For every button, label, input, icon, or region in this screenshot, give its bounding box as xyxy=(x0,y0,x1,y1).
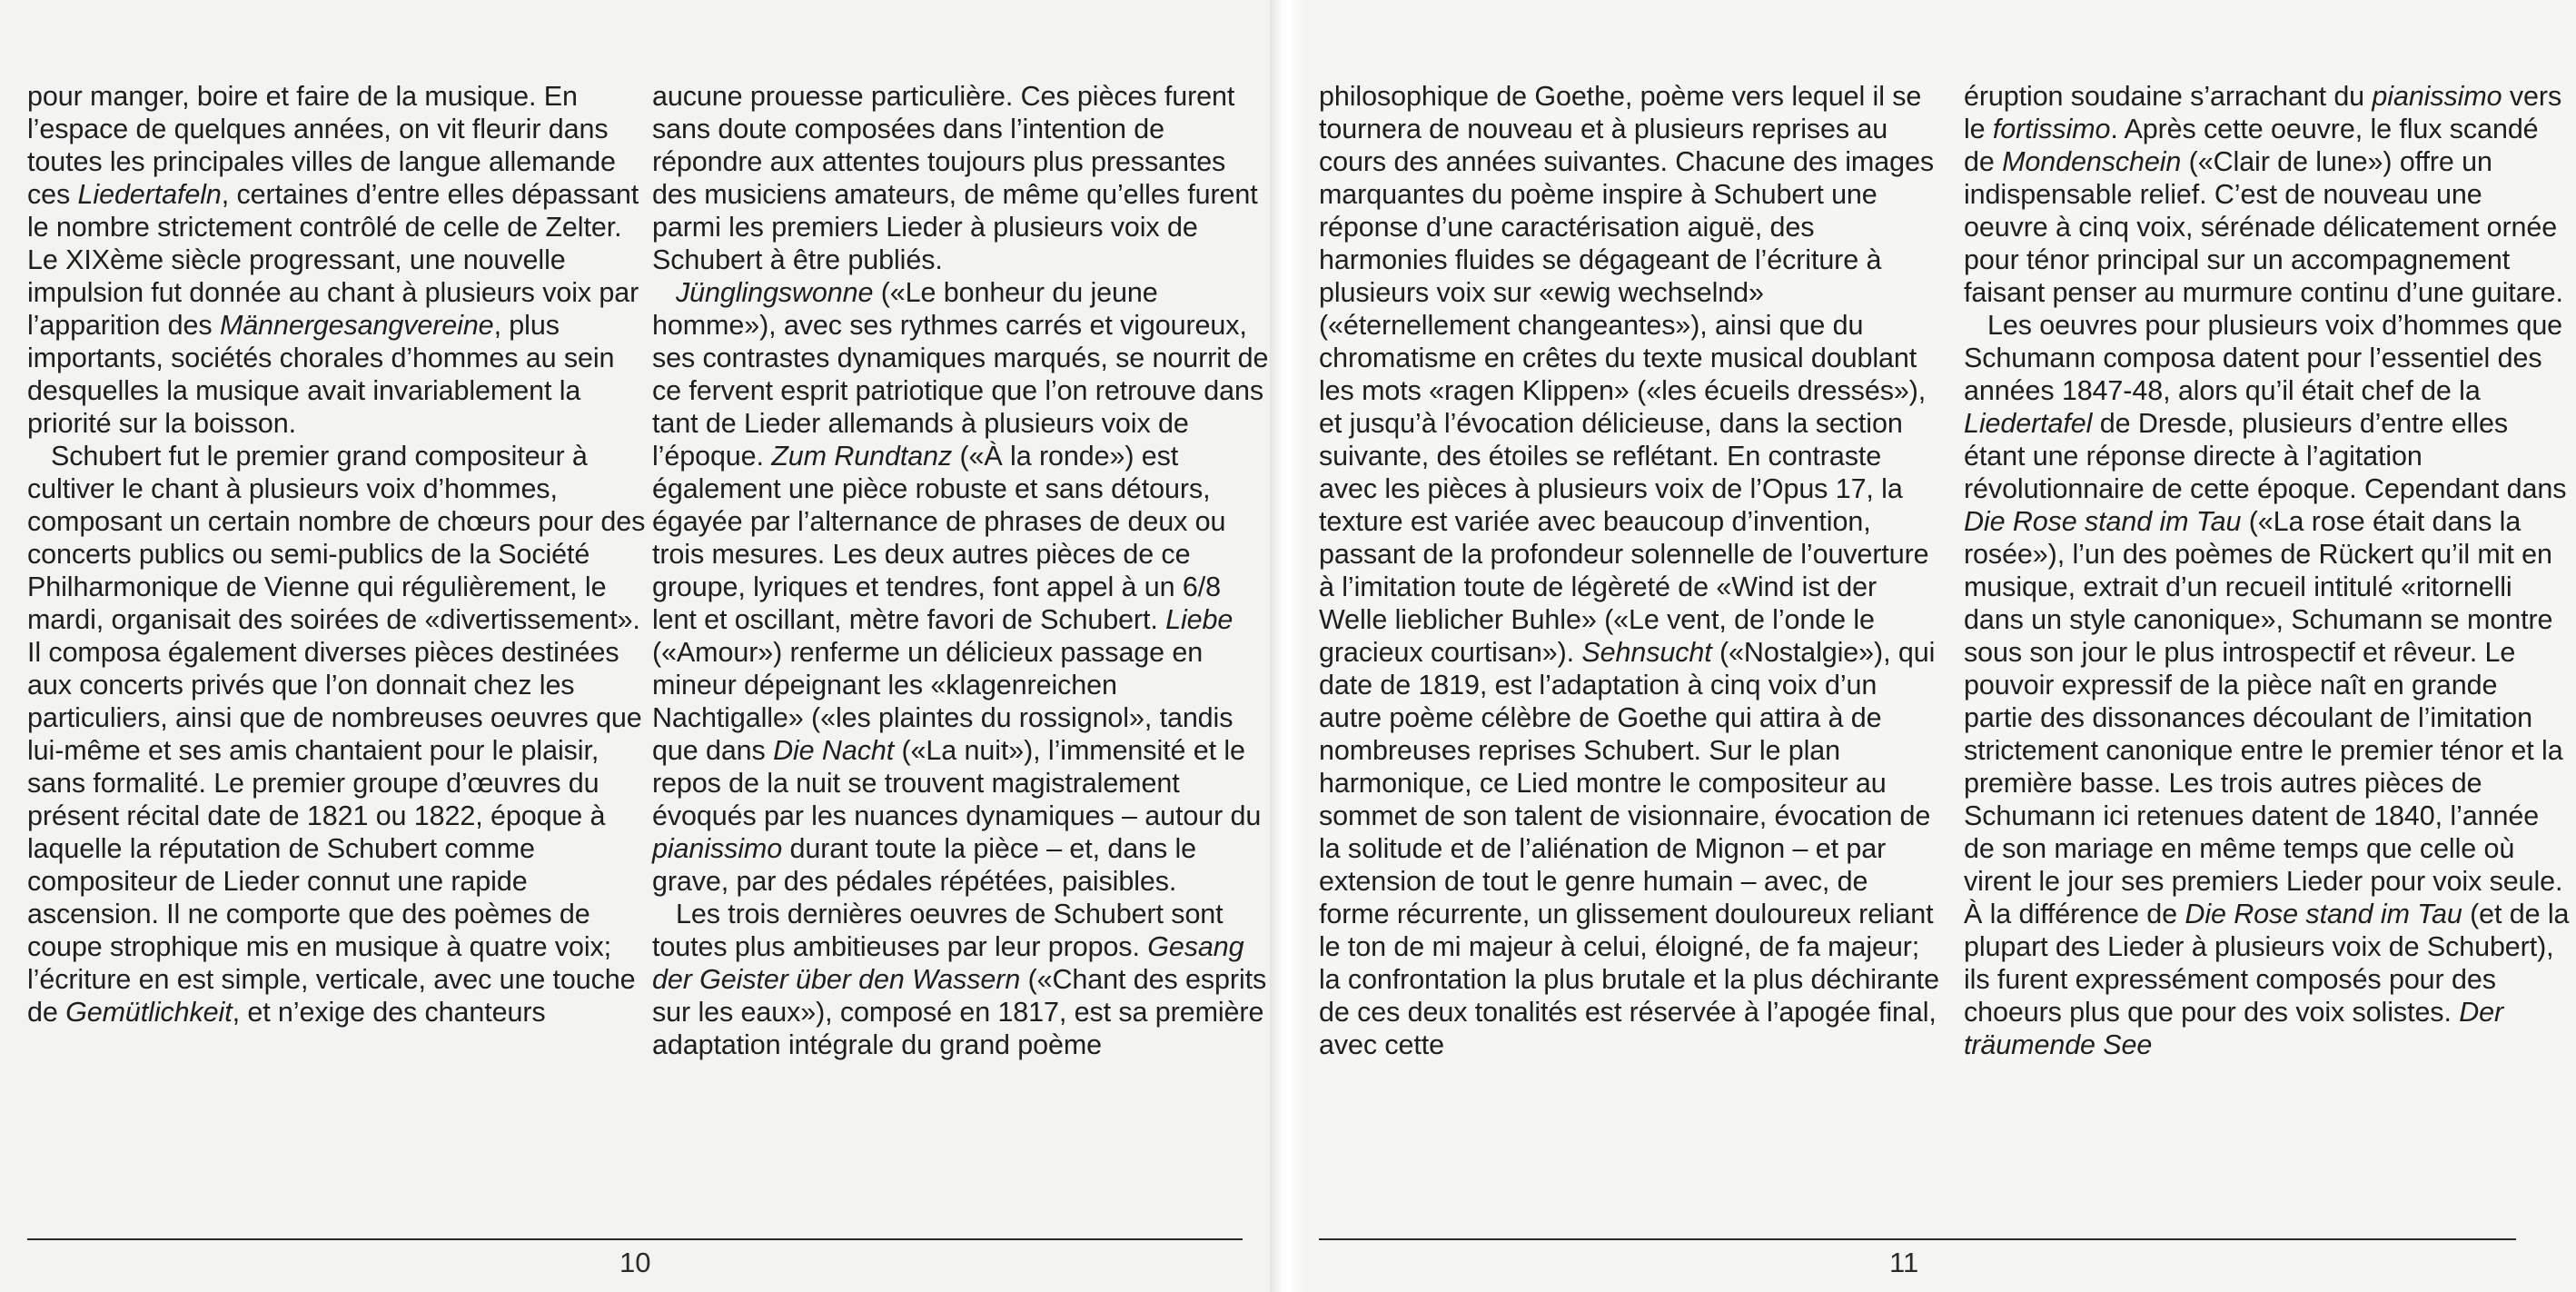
paragraph xyxy=(1319,80,1946,1061)
italic-title-run: Männergesangvereine xyxy=(219,310,494,341)
text-run: vers le xyxy=(1964,81,2562,144)
text-run: aucune prouesse particulière. Ces pièces furent sans doute composées dans l’intention de répondre aux attentes toujours plus pressantes des musiciens amateurs, de même qu’elles furent parmi les premiers Lieder à plusieurs voix de Schubert à être publiés. xyxy=(652,81,1258,275)
text-run: durant toute la pièce – et, dans le grave, par des pédales répétées, paisibles. xyxy=(652,833,1197,897)
text-run: («Nostalgie»), qui date de 1819, est l’adaptation à cinq voix d’un autre poème célèbre de Goethe qui attira à de nombreuses reprises Schubert. Sur le plan harmonique, ce Lied montre le compositeur au sommet de son talent de visionnaire, évocation de la solitude et de l’aliénation de Mignon – et par extension de tout le genre humain – avec, de forme récurrente, un glissement douloureux reliant le ton de mi majeur à celui, éloigné, de fa majeur; la confrontation la plus brutale et la plus déchirante de ces deux tonalités est réservée à l’apogée final, avec cette xyxy=(1319,637,1939,1060)
italic-title-run: Liedertafeln xyxy=(77,179,222,210)
paragraph xyxy=(652,80,1272,276)
text-run: («Clair de lune») offre un indispensable relief. C’est de nouveau une oeuvre à cinq voix, sérénade délicatement ornée pour ténor principal sur un accompagnement faisant penser au murmure continu d’une guitare. xyxy=(1964,146,2563,308)
book-gutter xyxy=(1270,0,1308,1292)
left-page xyxy=(0,0,1270,1292)
italic-title-run: Gemütlichkeit xyxy=(65,997,233,1028)
right-column xyxy=(1964,80,2572,1061)
paragraph xyxy=(652,276,1272,898)
text-run: . Après cette oeuvre, le flux scandé de xyxy=(1964,114,2539,177)
middle-right-column xyxy=(1319,80,1946,1061)
left-column xyxy=(27,80,654,1029)
italic-title-run: Jünglingswonne xyxy=(676,277,874,308)
italic-title-run: Liebe xyxy=(1165,604,1234,635)
italic-title-run: Die Rose stand im Tau xyxy=(1964,506,2242,537)
italic-title-run: pianissimo xyxy=(2372,81,2502,112)
italic-title-run: Die Nacht xyxy=(773,735,895,766)
page-number-left: 10 xyxy=(619,1247,651,1278)
footer-rule-left xyxy=(27,1238,1243,1240)
text-run: («Chant des esprits sur les eaux»), composé en 1817, est sa première adaptation intégrale du grand poème xyxy=(652,964,1267,1060)
footer-rule-right xyxy=(1319,1238,2516,1240)
italic-title-run: Sehnsucht xyxy=(1581,637,1712,668)
text-run: («La nuit»), l’immensité et le repos de la nuit se trouvent magistralement évoqués par les nuances dynamiques – autour du xyxy=(652,735,1262,831)
text-run: («À la ronde») est également une pièce robuste et sans détours, égayée par l’alternance de phrases de deux ou trois mesures. Les deux autres pièces de ce groupe, lyriques et tendres, font appel à un 6/8 lent et oscillant, mètre favori de Schubert. xyxy=(652,441,1226,635)
italic-title-run: fortissimo xyxy=(1992,114,2111,144)
paragraph xyxy=(1964,309,2572,1061)
text-run: («La rose était dans la rosée»), l’un des poèmes de Rückert qu’il mit en musique, extrait d’un recueil intitulé «ritornelli dans un style canonique», Schumann se montre sous son jour le plus introspectif et rêveur. Le pouvoir expressif de la pièce naît en grande partie des dissonances découlant de l’imitation strictement canonique entre le premier ténor et la première basse. Les trois autres pièces de Schumann ici retenues datent de 1840, l’année de son mariage en même temps que celle où virent le jour ses premiers Lieder pour voix seule. À la différence de xyxy=(1964,506,2563,929)
text-run: Les oeuvres pour plusieurs voix d’hommes que Schumann composa datent pour l’essentiel des années 1847-48, alors qu’il était chef de la xyxy=(1964,310,2563,406)
text-run: de Dresde, plusieurs d’entre elles étant une réponse directe à l’agitation révolutionnaire de cette époque. Cependant dans xyxy=(1964,408,2567,504)
paragraph xyxy=(27,80,654,440)
text-run: («Le bonheur du jeune homme»), avec ses rythmes carrés et vigoureux, ses contrastes dynamiques marqués, se nourrit de ce fervent esprit patriotique que l’on retrouve dans tant de Lieder allemands à plusieurs voix de l’époque. xyxy=(652,277,1269,472)
text-run: , et n’exige des chanteurs xyxy=(232,997,546,1028)
text-run: Les trois dernières oeuvres de Schubert sont toutes plus ambitieuses par leur propos. xyxy=(652,899,1224,962)
text-run: Schubert fut le premier grand compositeur à cultiver le chant à plusieurs voix d’hommes, composant un certain nombre de chœurs pour des concerts publics ou semi-publics de la Société Philharmonique de Vienne qui régulièrement, le mardi, organisait des soirées de «divertissement». Il composa également diverses pièces destinées aux concerts privés que l’on donnait chez les particuliers, ainsi que de nombreuses oeuvres que lui-même et ses amis chantaient pour le plaisir, sans formalité. Le premier groupe d’œuvres du présent récital date de 1821 ou 1822, époque à laquelle la réputation de Schubert comme compositeur de Lieder connut une rapide ascension. Il ne comporte que des poèmes de coupe strophique mis en musique à quatre voix; l’écriture en est simple, verticale, avec une touche de xyxy=(27,441,646,1028)
right-page xyxy=(1308,0,2576,1292)
text-run: («Amour») renferme un délicieux passage en mineur dépeignant les «klagenreichen Nachtigalle» («les plaintes du rossignol», tandis que dans xyxy=(652,637,1234,766)
italic-title-run: Liedertafel xyxy=(1964,408,2093,439)
text-run: , plus importants, sociétés chorales d’hommes au sein desquelles la musique avait invariablement la priorité sur la boisson. xyxy=(27,310,615,439)
paragraph xyxy=(652,898,1272,1061)
paragraph xyxy=(27,440,654,1029)
italic-title-run: Der träumende See xyxy=(1964,997,2504,1060)
italic-title-run: Gesang der Geister über den Wassern xyxy=(652,931,1244,995)
italic-title-run: Mondenschein xyxy=(2002,146,2182,177)
italic-title-run: Zum Rundtanz xyxy=(771,441,953,472)
italic-title-run: pianissimo xyxy=(652,833,783,864)
text-run: pour manger, boire et faire de la musique. En l’espace de quelques années, on vit fleurir dans toutes les principales villes de langue allemande ces xyxy=(27,81,616,210)
text-run: éruption soudaine s’arrachant du xyxy=(1964,81,2373,112)
text-run: , certaines d’entre elles dépassant le nombre strictement contrôlé de celle de Zelter. Le XIXème siècle progressant, une nouvelle impulsion fut donnée au chant à plusieurs voix par l’apparition des xyxy=(27,179,639,341)
page-number-right: 11 xyxy=(1889,1247,1919,1278)
paragraph xyxy=(1964,80,2572,309)
italic-title-run: Die Rose stand im Tau xyxy=(2185,899,2462,929)
text-run: philosophique de Goethe, poème vers lequel il se tournera de nouveau et à plusieurs reprises au cours des années suivantes. Chacune des images marquantes du poème inspire à Schubert une réponse d’une caractérisation aiguë, des harmonies fluides se dégageant de l’écriture à plusieurs voix sur «ewig wechselnd» («éternellement changeantes»), ainsi que du chromatisme en crêtes du texte musical doublant les mots «ragen Klippen» («les écueils dressés»), et jusqu’à l’évocation délicieuse, dans la section suivante, des étoiles se reflétant. En contraste avec les pièces à plusieurs voix de l’Opus 17, la texture est variée avec beaucoup d’invention, passant de la profondeur solennelle de l’ouverture à l’imitation toute de légèreté de «Wind ist der Welle lieblicher Buhle» («Le vent, de l’onde le gracieux courtisan»). xyxy=(1319,81,1934,668)
middle-left-column xyxy=(652,80,1272,1061)
text-run: (et de la plupart des Lieder à plusieurs voix de Schubert), ils furent expressément composés pour des choeurs plus que pour des voix solistes. xyxy=(1964,899,2570,1028)
